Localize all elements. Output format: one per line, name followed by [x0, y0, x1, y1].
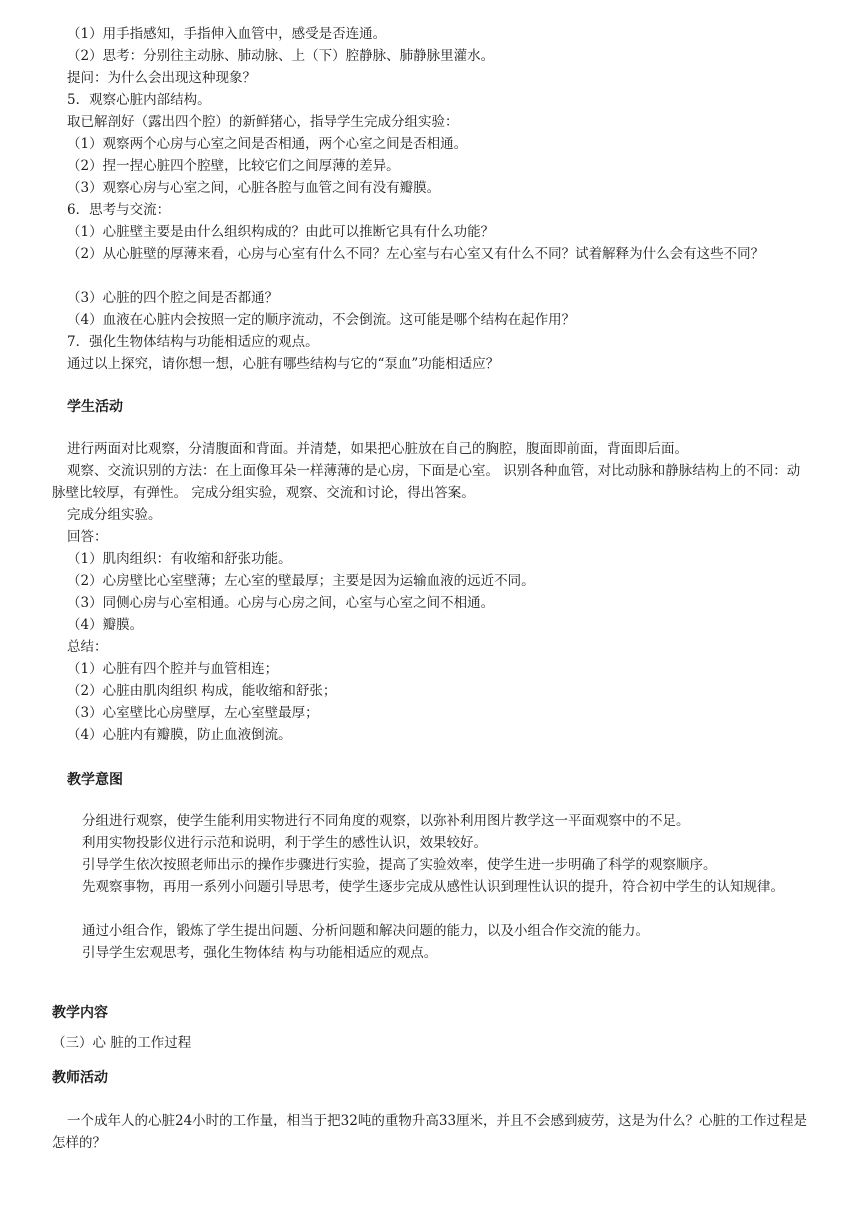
text-paragraph: 先观察事物，再用一系列小问题引导思考，使学生逐步完成从感性认识到理性认识的提升，符合初中学生的认知规律。 — [82, 879, 784, 895]
section-heading-teaching-intent: 教学意图 — [67, 772, 123, 788]
text-paragraph: 一个成年人的心脏24小时的工作量，相当于把32吨的重物升高33厘米，并且不会感到疲劳，这是为什么？心脏的工作过程是怎样的？ — [52, 1113, 808, 1152]
text-line: 7．强化生物体结构与功能相适应的观点。 — [67, 334, 319, 350]
text-line: 通过小组合作，锻炼了学生提出问题、分析问题和解决问题的能力，以及小组合作交流的能力。 — [82, 923, 649, 939]
section-heading-teacher-activity: 教师活动 — [52, 1070, 108, 1086]
text-paragraph: （2）从心脏壁的厚薄来看，心房与心室有什么不同？左心室与右心室又有什么不同？试着解释为什么会有这些不同？ — [67, 246, 765, 262]
text-line: 分组进行观察，使学生能利用实物进行不同角度的观察，以弥补利用图片教学这一平面观察中的不足。 — [82, 813, 690, 829]
section-heading-teaching-content: 教学内容 — [52, 1005, 108, 1021]
text-line: （2）心房壁比心室壁薄；左心室的壁最厚；主要是因为运输血液的远近不同。 — [67, 573, 535, 589]
text-line: （4）心脏内有瓣膜，防止血液倒流。 — [67, 727, 292, 743]
text-line: （1）心脏有四个腔并与血管相连； — [67, 661, 279, 677]
text-line: （3）心室壁比心房壁厚，左心室壁最厚； — [67, 705, 319, 721]
text-line: （4）瓣膜。 — [67, 617, 144, 633]
text-line: （2）心脏由肌肉组织 构成，能收缩和舒张； — [67, 683, 337, 699]
text-paragraph: 观察、交流识别的方法：在上面像耳朵一样薄薄的是心房，下面是心室。 识别各种血管，对比动脉和静脉结构上的不同：动脉壁比较厚，有弹性。 完成分组实验，观察、交流和讨论，得出答案。 — [52, 463, 801, 502]
text-line: （1）观察两个心房与心室之间是否相通，两个心室之间是否相通。 — [67, 136, 468, 152]
text-line: 引导学生宏观思考，强化生物体结 构与功能相适应的观点。 — [82, 945, 438, 961]
text-line: 利用实物投影仪进行示范和说明，利于学生的感性认识，效果较好。 — [82, 835, 487, 851]
text-line: （2）思考：分别往主动脉、肺动脉、上（下）腔静脉、肺静脉里灌水。 — [67, 48, 495, 64]
text-line: （1）心脏壁主要是由什么组织构成的？由此可以推断它具有什么功能？ — [67, 224, 495, 240]
section-heading-student-activity: 学生活动 — [67, 399, 123, 415]
text-line: 回答： — [67, 529, 108, 545]
text-line: 总结： — [67, 639, 108, 655]
text-line: （3）心脏的四个腔之间是否都通？ — [67, 290, 279, 306]
text-line: （1）肌肉组织：有收缩和舒张功能。 — [67, 551, 292, 567]
section-subtitle: （三）心 脏的工作过程 — [52, 1035, 192, 1051]
text-line: 完成分组实验。 — [67, 507, 162, 523]
text-line: 通过以上探究，请你想一想，心脏有哪些结构与它的“泵血”功能相适应？ — [67, 356, 500, 372]
text-line: （3）观察心房与心室之间，心脏各腔与血管之间有没有瓣膜。 — [67, 180, 441, 196]
text-line: （1）用手指感知，手指伸入血管中，感受是否连通。 — [67, 26, 387, 42]
text-line: （4）血液在心脏内会按照一定的顺序流动，不会倒流。这可能是哪个结构在起作用？ — [67, 312, 576, 328]
text-line: 5．观察心脏内部结构。 — [67, 92, 211, 108]
text-line: 提问：为什么会出现这种现象？ — [67, 70, 256, 86]
text-line: （2）捏一捏心脏四个腔壁，比较它们之间厚薄的差异。 — [67, 158, 400, 174]
text-line: 6．思考与交流： — [67, 202, 171, 218]
text-line: （3）同侧心房与心室相通。心房与心房之间，心室与心室之间不相通。 — [67, 595, 495, 611]
text-line: 引导学生依次按照老师出示的操作步骤进行实验，提高了实验效率，使学生进一步明确了科学的观察顺序。 — [82, 857, 717, 873]
text-line: 进行两面对比观察，分清腹面和背面。并清楚，如果把心脏放在自己的胸腔，腹面即前面，背面即后面。 — [67, 441, 688, 457]
text-line: 取已解剖好（露出四个腔）的新鲜猪心，指导学生完成分组实验： — [67, 114, 459, 130]
